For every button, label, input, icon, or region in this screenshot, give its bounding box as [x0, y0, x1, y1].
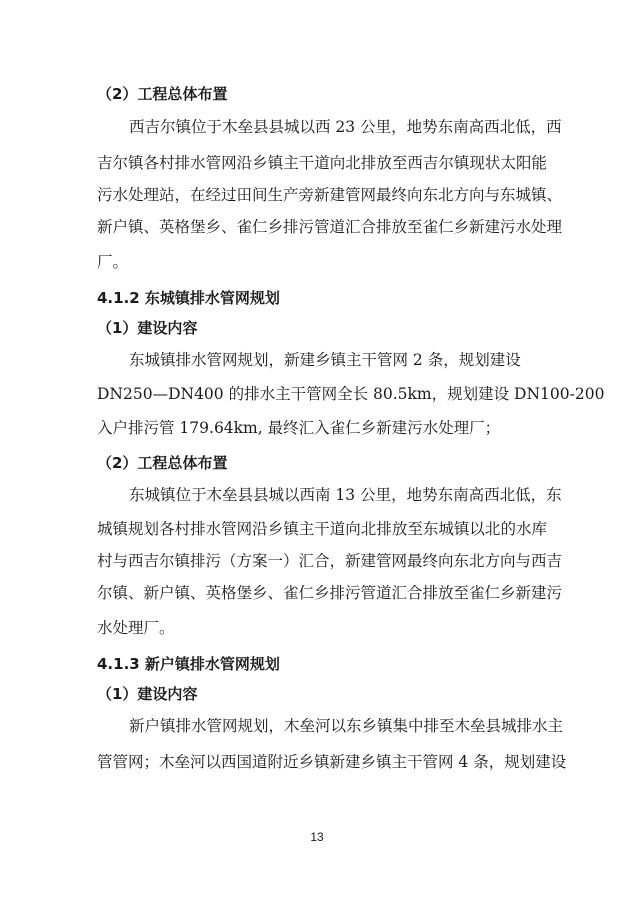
paragraph-line: 新户镇、英格堡乡、雀仁乡排污管道汇合排放至雀仁乡新建污水处理 [97, 218, 563, 236]
paragraph-line: 厂。 [97, 253, 129, 271]
section-heading-4-1-2: 4.1.2 东城镇排水管网规划 [97, 289, 280, 307]
paragraph-line: 尔镇、新户镇、英格堡乡、雀仁乡排污管道汇合排放至雀仁乡新建污 [97, 584, 563, 602]
subsection-heading-content: （1）建设内容 [97, 319, 198, 337]
paragraph-line: 污水处理站，在经过田间生产旁新建管网最终向东北方向与东城镇、 [97, 186, 563, 204]
paragraph-line: 新户镇排水管网规划，木垒河以东乡镇集中排至木垒县城排水主 [129, 717, 564, 735]
paragraph-line: 水处理厂。 [97, 619, 175, 637]
section-heading-layout-xijier: （2）工程总体布置 [97, 85, 228, 103]
paragraph-line: 城镇规划各村排水管网沿乡镇主干道向北排放至东城镇以北的水库 [97, 520, 547, 538]
paragraph-line: 东城镇排水管网规划，新建乡镇主干管网 2 条，规划建设 [129, 351, 521, 369]
paragraph-line: 入户排污管 179.64km, 最终汇入雀仁乡新建污水处理厂； [97, 419, 501, 437]
paragraph-line: 村与西吉尔镇排污（方案一）汇合，新建管网最终向东北方向与西吉 [97, 552, 563, 570]
subsection-heading-layout: （2）工程总体布置 [97, 454, 228, 472]
paragraph-line: DN250—DN400 的排水主干管网全长 80.5km，规划建设 DN100-200 [97, 385, 605, 403]
paragraph-line: 东城镇位于木垒县县城以西南 13 公里，地势东南高西北低，东 [129, 486, 562, 504]
paragraph-line: 管管网；木垒河以西国道附近乡镇新建乡镇主干管网 4 条，规划建设 [97, 753, 567, 771]
subsection-heading-content: （1）建设内容 [97, 685, 198, 703]
paragraph-line: 吉尔镇各村排水管网沿乡镇主干道向北排放至西吉尔镇现状太阳能 [97, 154, 547, 172]
section-heading-4-1-3: 4.1.3 新户镇排水管网规划 [97, 655, 280, 673]
page-number: 13 [310, 830, 324, 844]
paragraph-line: 西吉尔镇位于木垒县县城以西 23 公里，地势东南高西北低，西 [129, 118, 562, 136]
